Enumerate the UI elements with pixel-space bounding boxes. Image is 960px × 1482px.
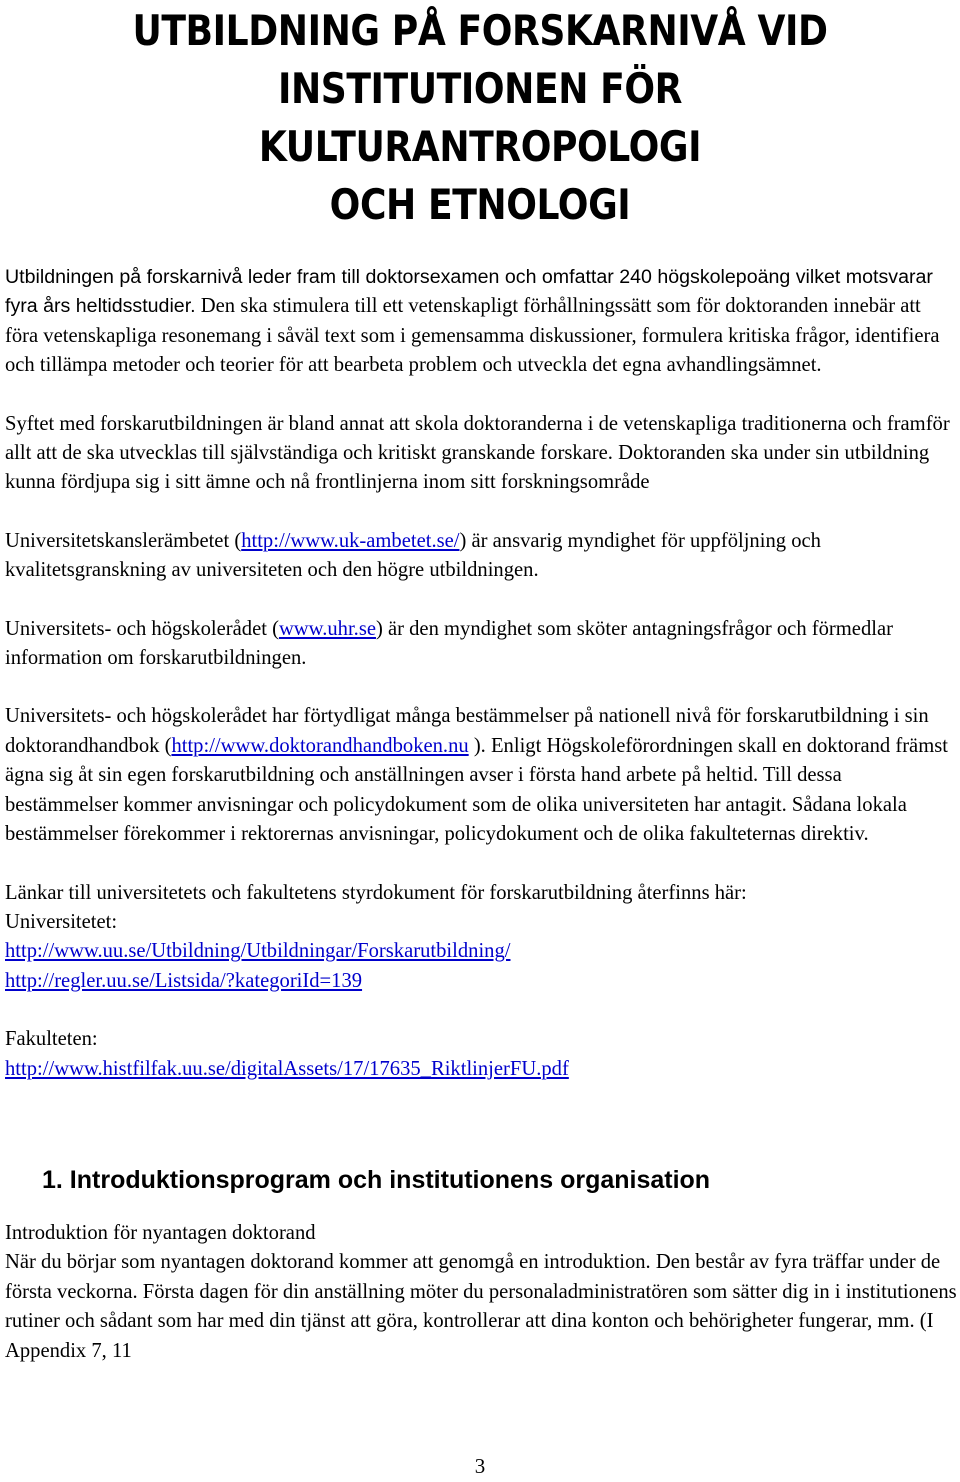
link-doktorandhandboken[interactable]: http://www.doktorandhandboken.nu (171, 734, 469, 757)
paragraph-handbook (5, 702, 957, 849)
paragraph-links (5, 879, 957, 997)
paragraph-intro-serif: Den ska stimulera till ett vetenskapligt förhållningssätt som för doktoranden innebär att föra vetenskapliga resonemang i såväl text som i gemensamma diskussioner, formulera kritiska frågor, identifiera och tillämpa metoder och teorier för att bearbeta problem och utveckla det egna avhandlingsämnet. (5, 295, 940, 377)
introduction-body: När du börjar som nyantagen doktorand kommer att genomgå en introduktion. Den består av fyra träffar under de första veckorna. Första dagen för din anställning möter du personaladministratören som sätter dig in i institutionens rutiner och sådant som har med din tjänst att göra, kontrollerar att dina konton och behörigheter fungerar, mm. (I Appendix 7, 11 (5, 1251, 957, 1362)
paragraph-uhr (5, 615, 957, 674)
link-uu-regler[interactable]: http://regler.uu.se/Listsida/?kategoriId=139 (5, 969, 363, 992)
paragraph-intro (5, 263, 957, 381)
paragraph-handbook-b: ). Enligt Högskoleförordningen skall en doktorand främst ägna sig åt sin egen forskarutbildning och anställningen avser i första hand arbete på heltid. Till dessa bestämmelser kommer anvisningar och policydokument som de olika universiteten har antagit. Sådana lokala bestämmelser förekommer i rektorernas anvisningar, policydokument och de olika fakulteternas direktiv. (5, 734, 948, 846)
paragraph-uka-a: Universitetskanslerämbetet ( (5, 529, 242, 552)
paragraph-handbook-a: Universitets- och högskolerådet har förtydligat många bestämmelser på nationell nivå för forskarutbildning i sin doktorandhandbok ( (5, 705, 929, 757)
paragraph-faculty (5, 1025, 957, 1084)
section-heading: 1. Introduktionsprogram och institutionens organisation (42, 1165, 711, 1194)
title-line-1: UTBILDNING PÅ FORSKARNIVÅ VID (132, 6, 828, 55)
paragraph-uka-b: ) är ansvarig myndighet för uppföljning och kvalitetsgranskning av universiteten och den högre utbildningen. (5, 529, 821, 582)
paragraph-uhr-b: ) är den myndighet som sköter antagningsfrågor och förmedlar information om forskarutbildningen. (5, 617, 893, 670)
page-number: 3 (474, 1454, 486, 1478)
link-uu-forskarutbildning[interactable]: http://www.uu.se/Utbildning/Utbildningar/Forskarutbildning/ (5, 940, 511, 963)
paragraph-uka (5, 527, 957, 586)
paragraph-purpose: Syftet med forskarutbildningen är bland annat att skola doktoranderna i de vetenskapliga traditionerna och framför allt att de ska utvecklas till självständiga och kritiskt granskande forskare. Doktoranden ska under sin utbildning kunna fördjupa sig i sitt ämne och nå frontlinjerna inom sitt forskningsområde (5, 412, 950, 494)
title-line-3: OCH ETNOLOGI (329, 180, 631, 229)
faculty-label: Fakulteten: (5, 1028, 98, 1051)
title-line-2: INSTITUTIONEN FÖR KULTURANTROPOLOGI (258, 64, 702, 171)
paragraph-uhr-a: Universitets- och högskolerådet ( (5, 617, 279, 640)
links-intro: Länkar till universitetets och fakultetens styrdokument för forskarutbildning återfinns här: (5, 881, 747, 904)
page-title (72, 0, 889, 234)
links-university-label: Universitetet: (5, 910, 118, 933)
paragraph-introduction (5, 1219, 957, 1366)
link-histfilfak[interactable]: http://www.histfilfak.uu.se/digitalAssets/17/17635_RiktlinjerFU.pdf (5, 1057, 569, 1080)
link-uhr[interactable]: www.uhr.se (278, 617, 376, 640)
link-uka[interactable]: http://www.uk-ambetet.se/ (241, 529, 460, 552)
introduction-title: Introduktion för nyantagen doktorand (5, 1221, 316, 1244)
paragraph-intro-sans: Utbildningen på forskarnivå leder fram till doktorsexamen och omfattar 240 högskolepoäng vilket motsvarar fyra års heltidsstudier. (5, 266, 933, 318)
